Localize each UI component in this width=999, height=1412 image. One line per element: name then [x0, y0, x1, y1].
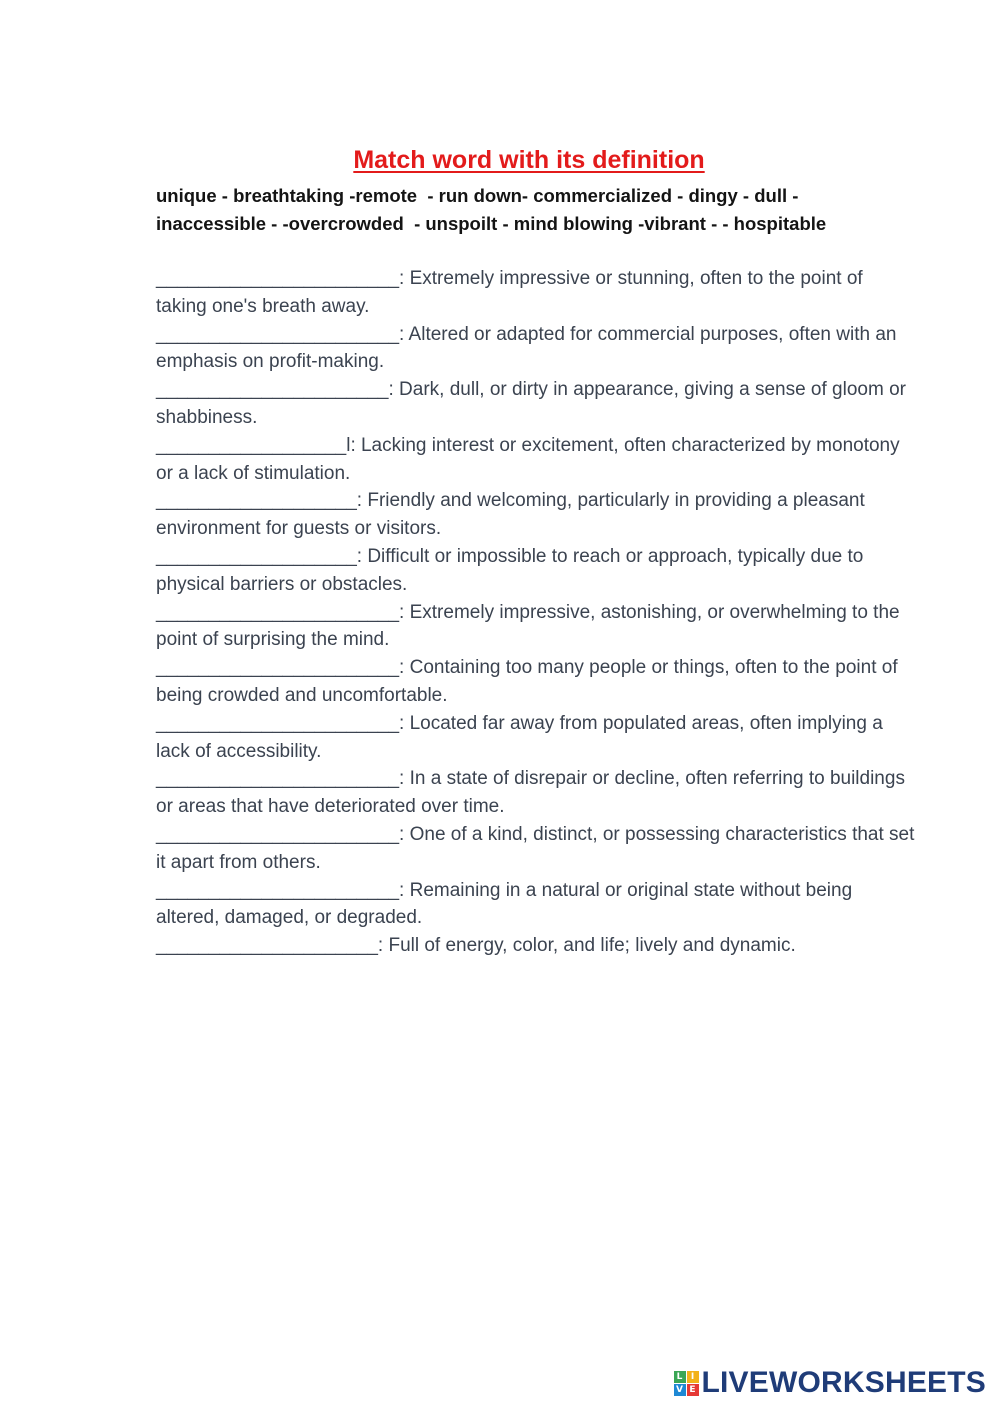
answer-blank[interactable]: ___________________: [156, 545, 357, 567]
definition-text: : Dark, dull, or dirty in appearance, giving a sense of gloom or shabbiness.: [156, 379, 906, 428]
answer-blank[interactable]: _______________________: [156, 712, 400, 734]
definition-item: [156, 765, 916, 821]
definition-item: [156, 654, 916, 710]
answer-blank[interactable]: _______________________: [156, 879, 400, 901]
word-bank: unique - breathtaking -remote - run down- commercialized - dingy - dull - inaccessible - -overcrowded - unspoilt - mind blowing -vibrant - - hospitable: [156, 185, 827, 234]
definition-item: [156, 376, 916, 432]
definition-item: [156, 877, 916, 933]
definition-list: [156, 265, 916, 960]
definition-item: [156, 599, 916, 655]
answer-blank[interactable]: _______________________: [156, 768, 400, 790]
definition-text: : Remaining in a natural or original state without being altered, damaged, or degraded.: [156, 879, 853, 929]
definition-item: [156, 932, 916, 960]
definition-text: : Extremely impressive, astonishing, or overwhelming to the point of surprising the mind.: [156, 601, 900, 651]
definition-item: [156, 710, 916, 766]
logo-square-e: E: [687, 1384, 699, 1396]
definition-text: : Lacking interest or excitement, often characterized by monotony or a lack of stimulation.: [156, 434, 900, 484]
definition-text: : Friendly and welcoming, particularly in providing a pleasant environment for guests or visitors.: [156, 490, 865, 540]
definition-item: [156, 265, 916, 321]
definition-item: [156, 543, 916, 599]
answer-blank[interactable]: _______________________: [156, 657, 400, 679]
definition-item: [156, 321, 916, 377]
page-title: Match word with its definition: [353, 146, 705, 174]
definition-text: : In a state of disrepair or decline, often referring to buildings or areas that have deteriorated over time.: [156, 768, 905, 818]
definition-text: : Extremely impressive or stunning, often to the point of taking one's breath away.: [156, 268, 863, 317]
definition-item: [156, 821, 916, 877]
logo-square-l: L: [674, 1371, 686, 1383]
definition-text: : Located far away from populated areas, often implying a lack of accessibility.: [156, 712, 883, 762]
answer-blank[interactable]: _______________________: [156, 323, 400, 345]
answer-blank[interactable]: _____________________: [156, 935, 378, 957]
liveworksheets-logo: [674, 1366, 987, 1400]
definition-item: [156, 487, 916, 543]
logo-squares-icon: [674, 1371, 699, 1396]
logo-text: LIVEWORKSHEETS: [701, 1366, 986, 1399]
definition-text: : One of a kind, distinct, or possessing characteristics that set it apart from others.: [156, 823, 915, 873]
definition-text: : Containing too many people or things, often to the point of being crowded and uncomfortable.: [156, 657, 898, 706]
definition-text: : Altered or adapted for commercial purposes, often with an emphasis on profit-making.: [156, 323, 897, 373]
definition-text: : Difficult or impossible to reach or approach, typically due to physical barriers or obstacles.: [156, 545, 864, 595]
answer-blank[interactable]: ___________________: [156, 490, 357, 512]
answer-blank[interactable]: _______________________: [156, 601, 400, 623]
answer-blank[interactable]: _______________________: [156, 823, 400, 845]
logo-square-i: I: [687, 1371, 699, 1383]
definition-item: [156, 432, 916, 488]
answer-blank[interactable]: _______________________: [156, 268, 400, 289]
answer-blank[interactable]: __________________l: [156, 434, 351, 456]
definition-text: : Full of energy, color, and life; lively and dynamic.: [377, 935, 796, 957]
answer-blank[interactable]: ______________________: [156, 379, 389, 401]
logo-square-v: V: [674, 1384, 686, 1396]
